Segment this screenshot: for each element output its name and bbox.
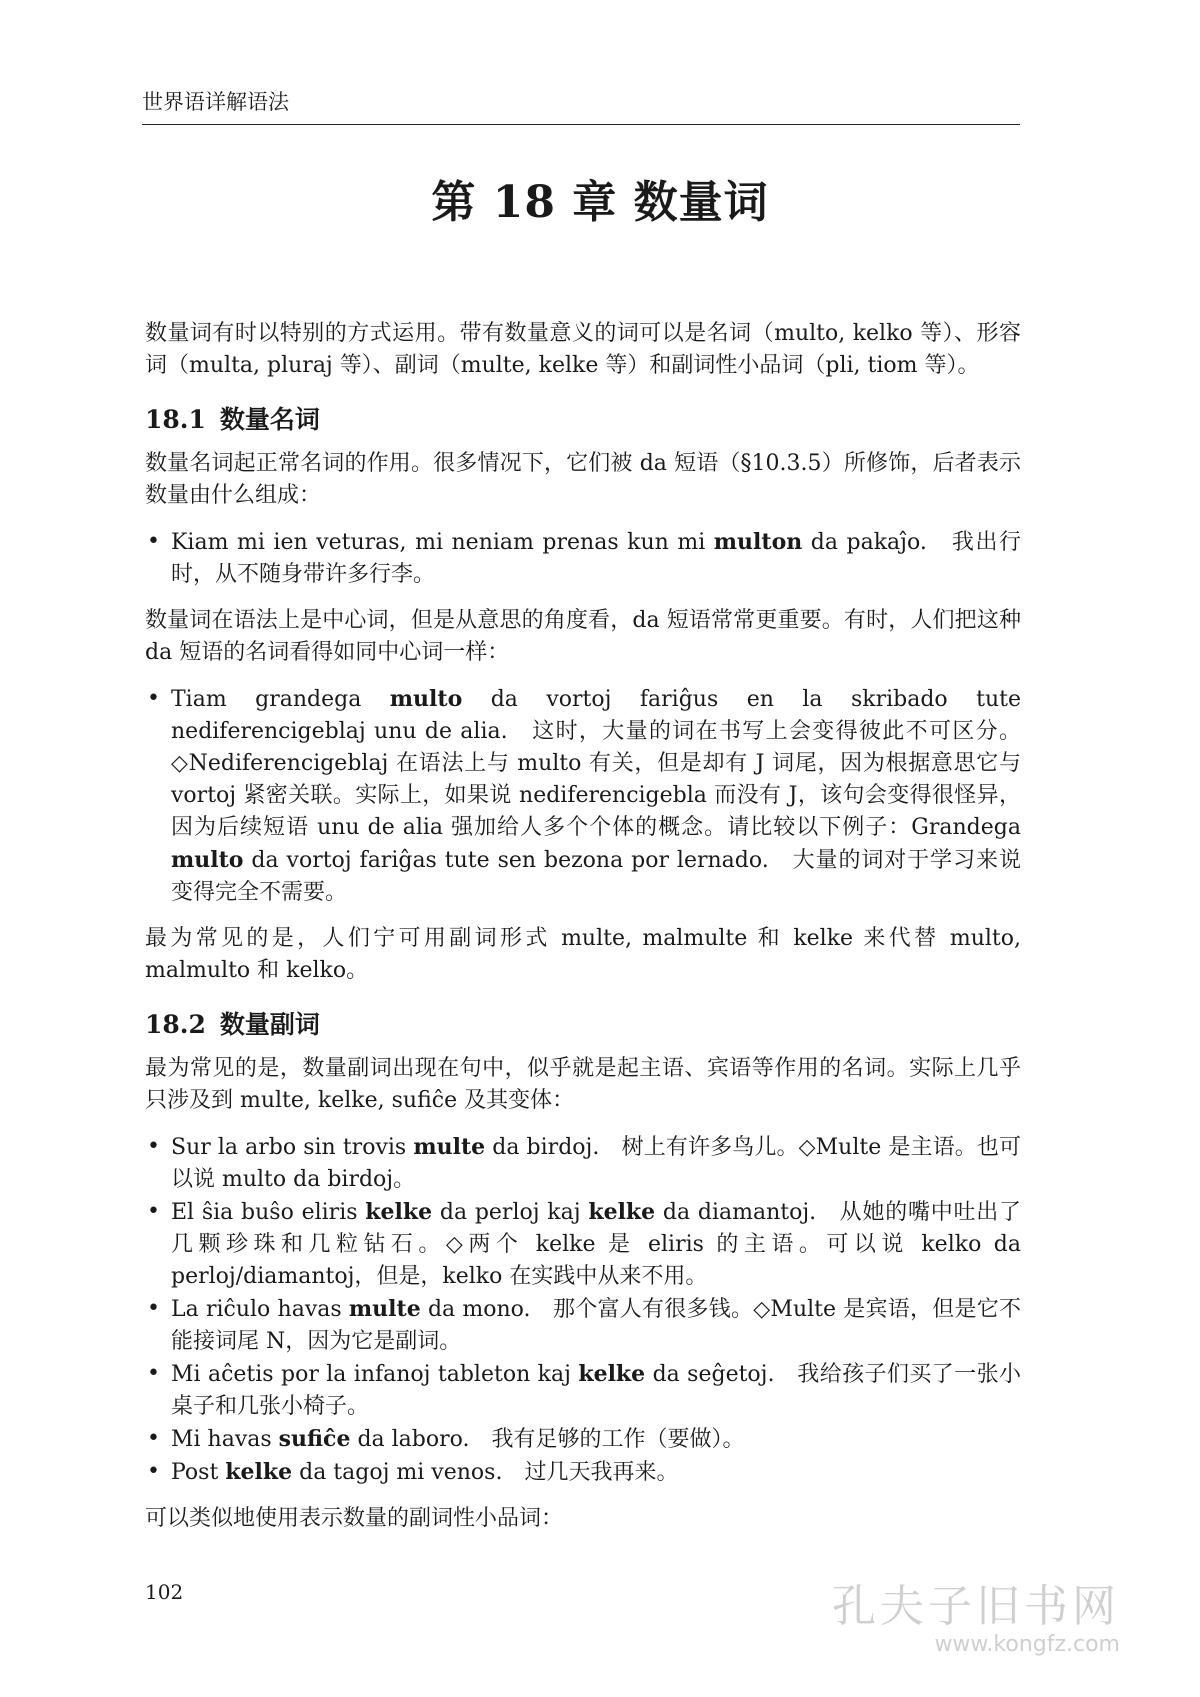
example-bold: kelke xyxy=(578,1361,646,1387)
example-bold: kelke xyxy=(588,1199,656,1225)
section-title: 数量名词 xyxy=(219,405,320,434)
chapter-title: 第 18 章 数量词 xyxy=(431,177,769,228)
example-text: da laboro. 我有足够的工作（要做）。 xyxy=(350,1427,745,1452)
example-bold: sufiĉe xyxy=(278,1426,351,1452)
watermark-url: www.kongfz.com xyxy=(934,1632,1120,1657)
bullet-icon: • xyxy=(147,1426,160,1451)
page-content xyxy=(145,318,1021,1549)
bullet-icon: • xyxy=(147,1459,160,1484)
paragraph: 最为常见的是，数量副词出现在句中，似乎就是起主语、宾语等作用的名词。实际上几乎只涉及到 multe, kelke, sufiĉe 及其变体： xyxy=(145,1056,1021,1113)
example-bold: multon xyxy=(713,529,803,555)
example-text: Kiam mi ien veturas, mi neniam prenas kun mi xyxy=(171,530,714,555)
bullet-icon: • xyxy=(147,686,160,711)
example-text: El ŝia buŝo eliris xyxy=(171,1200,366,1225)
example-bold: multe xyxy=(413,1134,486,1160)
example-bold: multo xyxy=(171,847,244,873)
bullet-icon: • xyxy=(147,1199,160,1224)
example-list xyxy=(145,683,1021,909)
paragraph: 最为常见的是，人们宁可用副词形式 multe, malmulte 和 kelke 来代替 multo, malmulto 和 kelko。 xyxy=(145,926,1021,983)
example-text: da vortoj fariĝas tute sen bezona por lernado. 大量的词对于学习来说变得完全不需要。 xyxy=(171,848,1021,905)
example-text: da diamantoj. 从她的嘴中吐出了几颗珍珠和几粒钻石。◇两个 kelke 是 eliris 的主语。可以说 kelko da perloj/diamantoj，但是，kelko 在实践中从来不用。 xyxy=(171,1200,1021,1289)
paragraph: 数量词在语法上是中心词，但是从意思的角度看，da 短语常常更重要。有时，人们把这种 da 短语的名词看得如同中心词一样： xyxy=(145,608,1021,665)
example-text: La riĉulo havas xyxy=(171,1297,349,1322)
example-text: Mi aĉetis por la infanoj tableton kaj xyxy=(171,1362,579,1387)
bullet-icon: • xyxy=(147,1361,160,1386)
example-bold: kelke xyxy=(225,1459,293,1485)
section-title: 数量副词 xyxy=(219,1010,320,1039)
section-number: 18.1 xyxy=(145,405,206,434)
running-head: 世界语详解语法 xyxy=(142,86,1020,125)
intro-paragraph: 数量词有时以特别的方式运用。带有数量意义的词可以是名词（multo, kelko 等）、形容词（multa, pluraj 等）、副词（multe, kelke 等）和副词性小品词（pli, tiom 等）。 xyxy=(145,321,1021,378)
example-item xyxy=(145,1293,1021,1358)
paragraph: 数量名词起正常名词的作用。很多情况下，它们被 da 短语（§10.3.5）所修饰，后者表示数量由什么组成： xyxy=(145,451,1021,508)
example-item xyxy=(145,1423,1021,1456)
example-item xyxy=(145,526,1021,591)
example-text: da birdoj. 树上有许多鸟儿。◇Multe 是主语。也可以说 multo da birdoj。 xyxy=(171,1135,1021,1192)
example-text: da tagoj mi venos. 过几天我再来。 xyxy=(292,1460,679,1485)
example-bold: kelke xyxy=(365,1199,433,1225)
watermark xyxy=(832,1582,1120,1657)
bullet-icon: • xyxy=(147,1134,160,1159)
section-heading-18-1 xyxy=(145,404,1021,436)
example-text: Sur la arbo sin trovis xyxy=(171,1135,414,1160)
watermark-text: 孔夫子旧书网 xyxy=(832,1581,1120,1632)
example-text: da perloj kaj xyxy=(432,1200,589,1225)
example-text: da vortoj fariĝus en la skribado tute nediferencigeblaj unu de alia. 这时，大量的词在书写上会变得彼此不可区分。◇Nediferencigeblaj 在语法上与 multo 有关，但是却有 J 词尾，因为根据意思它与 vortoj 紧密关联。实际上，如果说 nediferencigebla 而没有 J，该句会变得很怪异，因为后续短语 unu de alia 强加给人多个个体的概念。请比较以下例子：Grandega xyxy=(171,687,1021,840)
example-item xyxy=(145,1196,1021,1293)
example-list xyxy=(145,1131,1021,1489)
example-item xyxy=(145,1456,1021,1489)
example-text: Mi havas xyxy=(171,1427,279,1452)
example-text: da pakaĵo. 我出行时，从不随身带许多行李。 xyxy=(171,530,1021,587)
example-text: da seĝetoj. 我给孩子们买了一张小桌子和几张小椅子。 xyxy=(171,1362,1021,1419)
example-text: Tiam grandega xyxy=(171,687,390,712)
example-item xyxy=(145,1131,1021,1196)
paragraph: 可以类似地使用表示数量的副词性小品词： xyxy=(145,1506,564,1531)
example-bold: multe xyxy=(348,1296,421,1322)
example-item xyxy=(145,1358,1021,1423)
section-number: 18.2 xyxy=(145,1010,206,1039)
page-number: 102 xyxy=(145,1580,184,1604)
example-text: da mono. 那个富人有很多钱。◇Multe 是宾语，但是它不能接词尾 N，因为它是副词。 xyxy=(171,1297,1021,1354)
bullet-icon: • xyxy=(147,1296,160,1321)
bullet-icon: • xyxy=(147,529,160,554)
example-bold: multo xyxy=(389,686,463,712)
example-list xyxy=(145,526,1021,591)
example-text: Post xyxy=(171,1460,226,1485)
example-item xyxy=(145,683,1021,909)
section-heading-18-2 xyxy=(145,1009,1021,1041)
